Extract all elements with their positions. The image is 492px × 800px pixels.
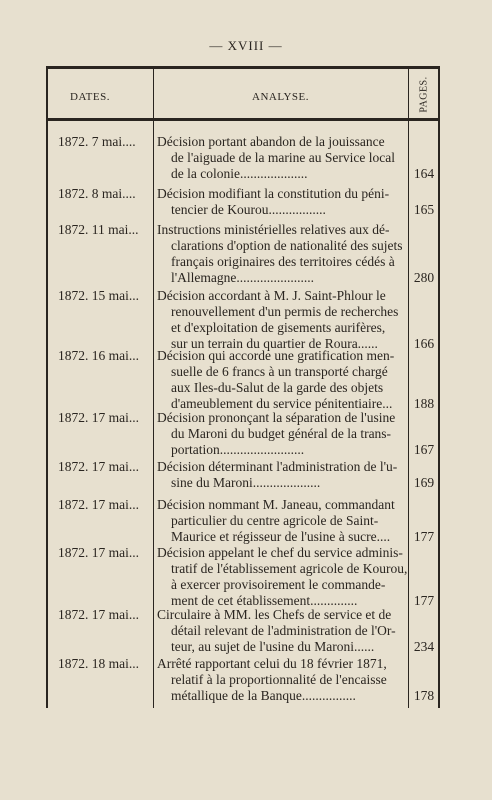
entry-page: 167 <box>413 442 435 457</box>
entry-line: l'Allemagne....................... <box>171 270 315 285</box>
entry-line: métallique de la Banque................ <box>171 688 356 703</box>
entry-line: de l'aiguade de la marine au Service local <box>171 150 395 165</box>
entry-page: 188 <box>413 396 435 411</box>
entry-line: Circulaire à MM. les Chefs de service et de <box>157 607 392 622</box>
entry-date: 1872. 17 mai... <box>58 545 139 560</box>
entry-line: Arrêté rapportant celui du 18 février 1871, <box>157 656 387 671</box>
entry-page: 165 <box>413 202 435 217</box>
entry-analysis <box>157 348 407 412</box>
entry-analysis <box>157 545 407 609</box>
entry-line: Instructions ministérielles relatives aux dé- <box>157 222 390 237</box>
entry-date: 1872. 17 mai... <box>58 607 139 622</box>
page-number: — XVIII — <box>209 38 283 53</box>
column-divider-pages <box>408 69 409 708</box>
entry-page: 177 <box>413 593 435 608</box>
entry-line: relatif à la proportionnalité de l'encaisse <box>171 672 387 687</box>
entry-line: tencier de Kourou................. <box>171 202 326 217</box>
entry-page: 177 <box>413 529 435 544</box>
entry-analysis <box>157 134 407 182</box>
entry-line: Maurice et régisseur de l'usine à sucre.... <box>171 529 391 544</box>
entry-line: teur, au sujet de l'usine du Maroni...... <box>171 639 375 654</box>
entry-date: 1872. 17 mai... <box>58 497 139 512</box>
entry-line: sur un terrain du quartier de Roura...... <box>171 336 378 351</box>
entry-line: Décision qui accorde une gratification men- <box>157 348 395 363</box>
entry-date: 1872. 8 mai.... <box>58 186 136 201</box>
entry-analysis <box>157 607 407 655</box>
entry-line: sine du Maroni.................... <box>171 475 321 490</box>
header-rule <box>46 118 440 121</box>
column-header-analyse: ANALYSE. <box>252 91 309 103</box>
column-header-pages-box <box>412 72 436 116</box>
entry-line: portation......................... <box>171 442 305 457</box>
entry-line: clarations d'option de nationalité des sujets <box>171 238 403 253</box>
entry-date: 1872. 17 mai... <box>58 459 139 474</box>
entry-analysis <box>157 656 407 704</box>
entry-analysis <box>157 186 407 218</box>
entry-line: du Maroni du budget général de la trans- <box>171 426 392 441</box>
entry-line: Décision déterminant l'administration de l'u- <box>157 459 398 474</box>
entry-page: 169 <box>413 475 435 490</box>
entry-line: aux Iles-du-Salut de la garde des objets <box>171 380 384 395</box>
entry-date: 1872. 7 mai.... <box>58 134 136 149</box>
entry-analysis <box>157 222 407 286</box>
entry-page: 178 <box>413 688 435 703</box>
entry-page: 234 <box>413 639 435 654</box>
entry-line: suelle de 6 francs à un transporté chargé <box>171 364 388 379</box>
entry-analysis <box>157 410 407 458</box>
entry-analysis <box>157 459 407 491</box>
entry-line: à exercer provisoirement le commande- <box>171 577 386 592</box>
entry-line: français originaires des territoires cédés à <box>171 254 395 269</box>
entry-date: 1872. 16 mai... <box>58 348 139 363</box>
entry-line: d'ameublement du service pénitentiaire... <box>171 396 393 411</box>
entry-date: 1872. 17 mai... <box>58 410 139 425</box>
entry-date: 1872. 15 mai... <box>58 288 139 303</box>
entry-line: détail relevant de l'administration de l'Or- <box>171 623 396 638</box>
entry-line: tratif de l'établissement agricole de Kourou, <box>171 561 407 576</box>
entry-analysis <box>157 497 407 545</box>
entry-line: particulier du centre agricole de Saint- <box>171 513 379 528</box>
entry-line: et d'exploitation de gisements aurifères, <box>171 320 386 335</box>
entry-page: 164 <box>413 166 435 181</box>
entry-line: de la colonie.................... <box>171 166 308 181</box>
entry-line: Décision modifiant la constitution du péni- <box>157 186 390 201</box>
entry-line: Décision appelant le chef du service adminis- <box>157 545 403 560</box>
entry-date: 1872. 18 mai... <box>58 656 139 671</box>
entry-line: Décision nommant M. Janeau, commandant <box>157 497 395 512</box>
entry-line: Décision accordant à M. J. Saint-Phlour le <box>157 288 386 303</box>
entry-page: 280 <box>413 270 435 285</box>
entry-line: ment de cet établissement.............. <box>171 593 358 608</box>
entry-line: Décision prononçant la séparation de l'usine <box>157 410 396 425</box>
entry-date: 1872. 11 mai... <box>58 222 139 237</box>
column-header-dates: DATES. <box>70 91 110 103</box>
entry-line: renouvellement d'un permis de recherches <box>171 304 399 319</box>
entry-line: Décision portant abandon de la jouissance <box>157 134 385 149</box>
entry-page: 166 <box>413 336 435 351</box>
column-header-pages: PAGES. <box>418 75 430 113</box>
entry-analysis <box>157 288 407 352</box>
